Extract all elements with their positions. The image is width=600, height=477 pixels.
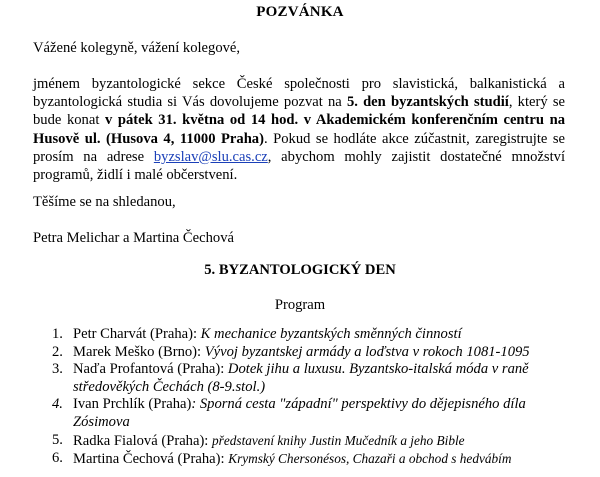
program-list [52, 326, 572, 469]
talk-title: Krymský Chersonésos, Chazaři a obchod s hedvábím [228, 451, 512, 467]
program-title: Program [274, 297, 326, 313]
speaker: Naďa Profantová (Praha): [73, 361, 228, 378]
speaker: Ivan Prchlík (Praha) [73, 396, 192, 413]
item-number: 5. [52, 431, 63, 448]
talk-title: Vývoj byzantskej armády a loďstva v rokoch 1081-1095 [204, 343, 530, 360]
item-number: 6. [52, 450, 63, 467]
item-number: 1. [52, 326, 63, 342]
body-text-4: , abychom mohly zajistit dostatečné množství programů, židlí i malé občerstvení. [33, 148, 565, 184]
invitation-title: POZVÁNKA [256, 4, 344, 20]
talk-title: Dotek jihu a luxusu. Byzantsko-italská móda v raně středověkých Čechách (8-9.stol.) [73, 361, 529, 395]
speaker: Martina Čechová (Praha): [73, 451, 229, 468]
invitation-paragraph [33, 75, 565, 184]
body-text-1: jménem byzantologické sekce České společnosti pro slavistická, balkanistická a byzantologická studia si Vás dovolujeme pozvat na [33, 76, 565, 111]
item-number: 2. [52, 343, 63, 360]
program-item [52, 450, 572, 469]
item-number: 4. [52, 396, 63, 413]
program-item [52, 396, 572, 431]
closing-line: Těšíme se na shledanou, [33, 194, 176, 210]
talk-title: : Sporná cesta "západní" perspektivy do dějepisného díla Zósimova [73, 396, 526, 430]
talk-title: K mechanice byzantských směnných činností [200, 326, 462, 342]
speaker: Marek Meško (Brno): [73, 343, 205, 360]
program-item [52, 326, 572, 344]
speaker: Petr Charvát (Praha): [73, 326, 201, 342]
body-text-2: , který se bude konat [33, 94, 565, 129]
program-item [52, 344, 572, 362]
event-date-venue: v pátek 31. května od 14 hod. v Akademickém konferenčním centru na Husově ul. (Husova 4, 11000 Praha) [33, 112, 565, 147]
item-number: 3. [52, 361, 63, 378]
talk-title: představení knihy Justin Mučedník a jeho Bible [212, 432, 465, 448]
day-title: 5. BYZANTOLOGICKÝ DEN [204, 262, 396, 278]
greeting: Vážené kolegyně, vážení kolegové, [33, 40, 241, 56]
event-name: 5. den byzantských studií [346, 94, 509, 111]
email-link[interactable]: byzslav@slu.cas.cz [153, 148, 268, 165]
speaker: Radka Fialová (Praha): [73, 432, 213, 449]
program-item [52, 432, 572, 451]
signature: Petra Melichar a Martina Čechová [33, 230, 234, 246]
program-item [52, 361, 572, 396]
body-text-3: . Pokud se hodláte akce zúčastnit, zaregistrujte se prosím na adrese [33, 130, 565, 165]
